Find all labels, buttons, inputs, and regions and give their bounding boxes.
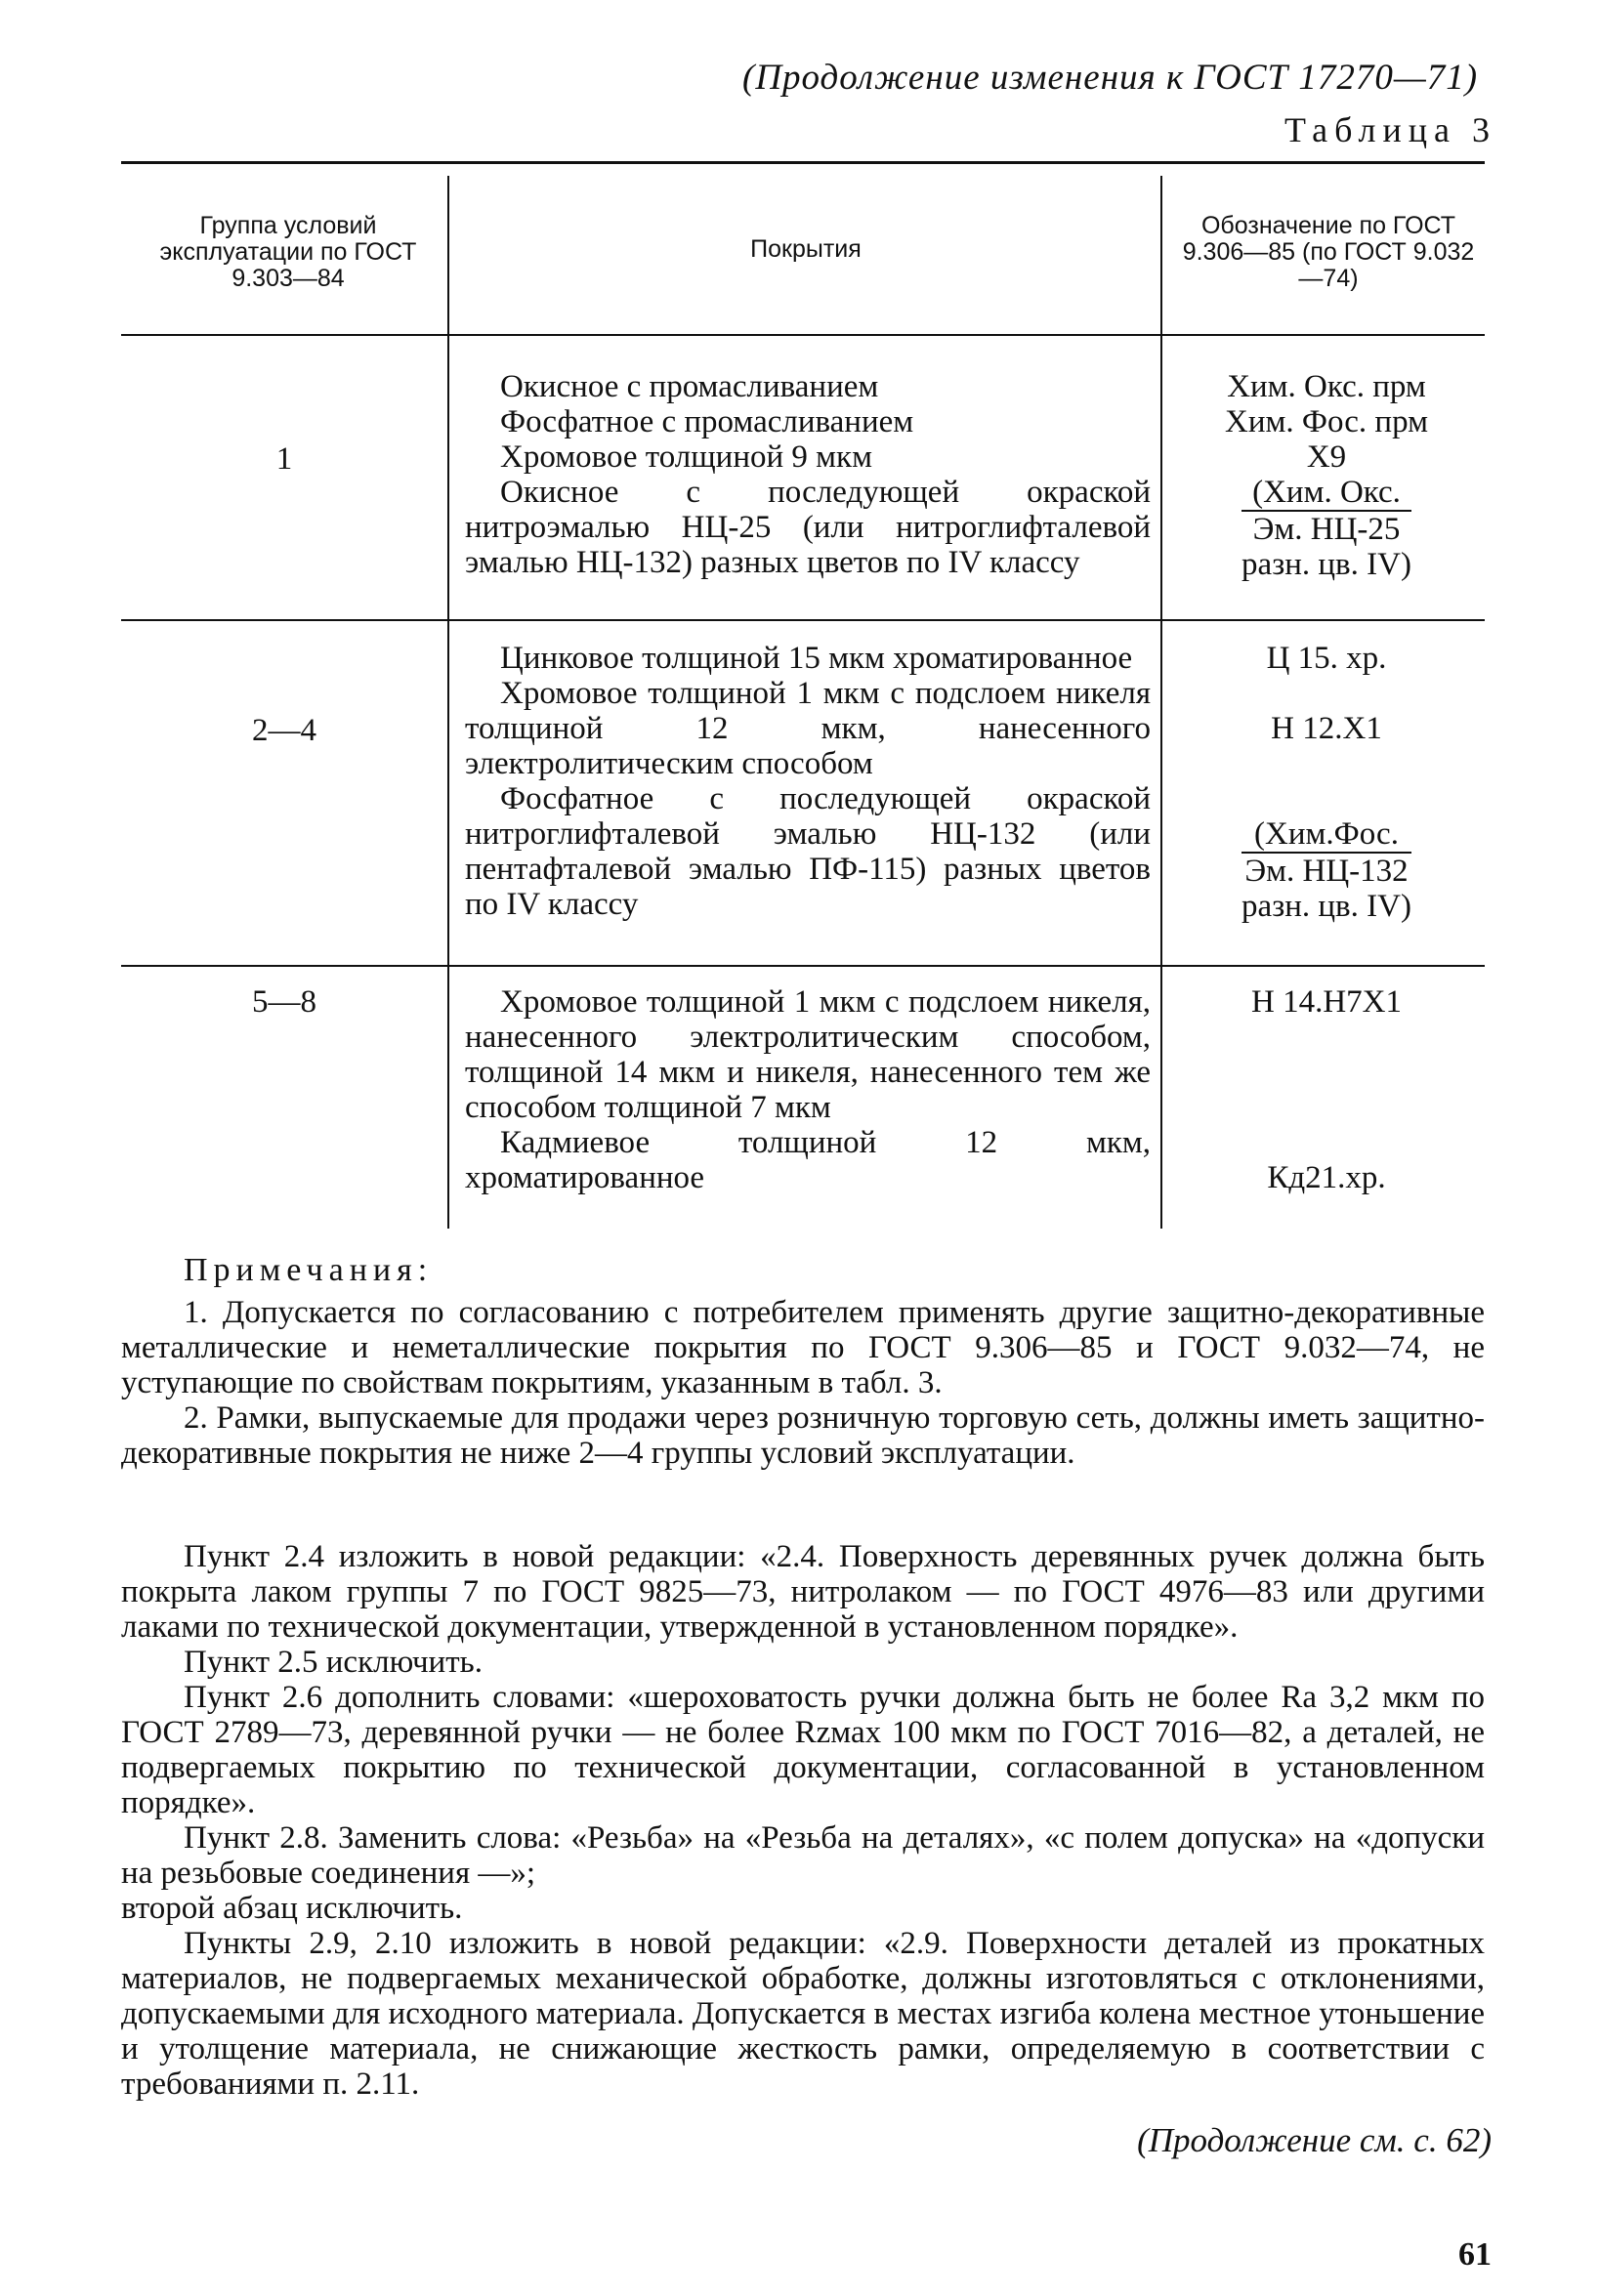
coating-item: Хромовое толщиной 9 мкм [500,439,872,475]
designation-fraction [1241,475,1411,582]
row-rule-1 [121,619,1485,621]
coating-item: Хромовое толщиной 1 мкм с подслоем никеля, нанесенного электролитическим способом, толщиной 14 мкм и никеля, нанесенного тем же способом толщиной 7 мкм [465,984,1151,1125]
designation-code: Н 12.Х1 [1271,711,1382,746]
coatings-group-1 [465,369,1151,580]
continuation-header: (Продолжение изменения к ГОСТ 17270—71) [742,58,1479,98]
body-paragraph: Пункт 2.5 исключить. [184,1645,483,1680]
body-paragraph: Пункты 2.9, 2.10 изложить в новой редакции: «2.9. Поверхности деталей из прокатных материалов, не подвергаемых механической обработке, должны изготовляться с отклонениями, допускаемыми для исходного материала. Допускается в местах изгиба колена местное утоньшение и утолщение материала, не снижающие жесткость рамки, определяемую в соответствии с требованиями п. 2.11. [121,1926,1485,2102]
body-paragraph: второй абзац исключить. [121,1891,463,1926]
designation-code: Хим. Фос. прм [1225,404,1428,439]
designation-code: Кд21.хр. [1267,1160,1386,1195]
designation-fraction [1241,816,1411,924]
designations-group-5-8 [1170,984,1483,1195]
amendment-text [121,1539,1485,2102]
coating-item: Окисное с промасливанием [500,369,879,404]
table-label: Таблица 3 [1284,110,1496,149]
table-header-rule [121,334,1485,336]
col-rule-1 [447,176,449,1229]
page-number: 61 [1458,2236,1492,2273]
group-number: 5—8 [252,984,316,1020]
coatings-group-5-8 [465,984,1151,1195]
body-paragraph: Пункт 2.8. Заменить слова: «Резьба» на «Резьба на деталях», «с полем допуска» на «допуски на резьбовые соединения —»; [121,1820,1485,1891]
notes-list [121,1295,1485,1471]
coating-item: Окисное с последующей окраской нитроэмалью НЦ-25 (или нитроглифталевой эмалью НЦ-132) разных цветов по IV классу [465,475,1151,580]
coating-item: Хромовое толщиной 1 мкм с подслоем никеля толщиной 12 мкм, нанесенного электролитическим способом [465,676,1151,781]
body-paragraph: Пункт 2.4 изложить в новой редакции: «2.4. Поверхность деревянных ручек должна быть покрыта лаком группы 7 по ГОСТ 9825—73, нитролаком — по ГОСТ 4976—83 или другими лаками по технической документации, утвержденной в установленном порядке». [121,1539,1485,1645]
fraction-numerator: (Хим.Фос. [1241,816,1411,854]
designation-code: Хим. Окс. прм [1227,369,1426,404]
fraction-denominator: Эм. НЦ-132 [1244,854,1409,889]
note-item: 1. Допускается по согласованию с потребителем применять другие защитно-декоративные металлические и неметаллические покрытия по ГОСТ 9.306—85 и ГОСТ 9.032—74, не уступающие по свойствам покрытиям, указанным в табл. 3. [121,1295,1485,1400]
designation-code: Х9 [1306,439,1347,475]
coating-item: Цинковое толщиной 15 мкм хроматированное [500,641,1133,676]
designations-group-2-4 [1170,641,1483,924]
body-paragraph: Пункт 2.6 дополнить словами: «шероховатость ручки должна быть не более Ra 3,2 мкм по ГОСТ 2789—73, деревянной ручки — не более Rzмах 100 мкм по ГОСТ 7016—82, а деталей, не подвергаемых покрытию по технической документации, согласованной в установленном порядке». [121,1680,1485,1820]
designation-code: Ц 15. хр. [1266,641,1387,676]
coating-item: Фосфатное с промасливанием [500,404,914,439]
header-coatings: Покрытия [750,235,862,263]
group-number: 1 [275,441,293,477]
group-number: 2—4 [252,713,316,748]
coating-item: Фосфатное с последующей окраской нитроглифталевой эмалью НЦ-132 (или пентафталевой эмалью ПФ-115) разных цветов по IV классу [465,781,1151,922]
header-conditions-group: Группа условий эксплуатации по ГОСТ 9.303—84 [159,212,417,292]
fraction-denominator: разн. цв. IV) [1241,889,1411,924]
continuation-footer: (Продолжение см. с. 62) [1137,2121,1492,2159]
fraction-denominator: Эм. НЦ-25 [1252,512,1401,547]
table-top-rule [121,161,1485,164]
header-designation: Обозначение по ГОСТ 9.306—85 (по ГОСТ 9.032—74) [1182,212,1475,292]
fraction-numerator: (Хим. Окс. [1241,475,1411,512]
col-rule-2 [1160,176,1162,1229]
fraction-denominator: разн. цв. IV) [1241,547,1411,582]
notes-title: Примечания: [184,1252,434,1288]
designations-group-1 [1170,369,1483,582]
note-item: 2. Рамки, выпускаемые для продажи через розничную торговую сеть, должны иметь защитно-декоративные покрытия не ниже 2—4 группы условий эксплуатации. [121,1400,1485,1471]
designation-code: Н 14.Н7Х1 [1251,984,1402,1020]
coatings-group-2-4 [465,641,1151,922]
coating-item: Кадмиевое толщиной 12 мкм, хроматированное [465,1125,1151,1195]
row-rule-2 [121,965,1485,967]
